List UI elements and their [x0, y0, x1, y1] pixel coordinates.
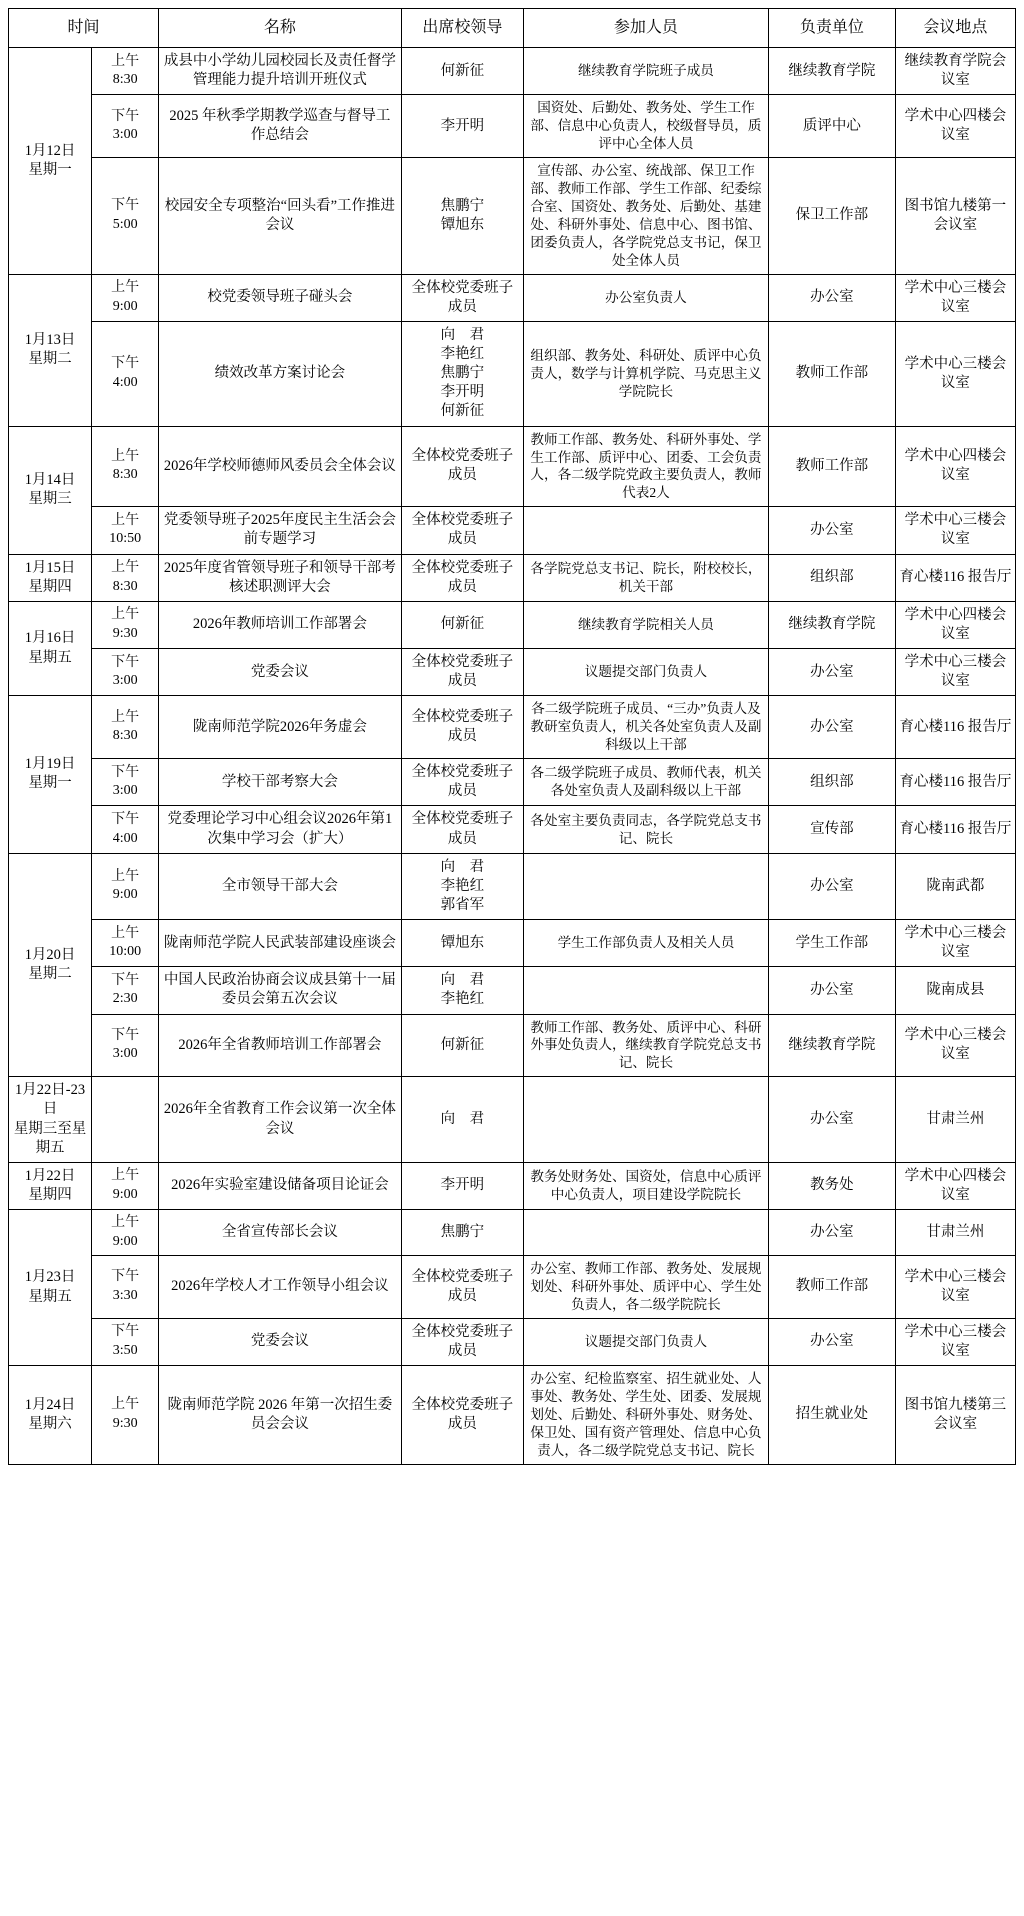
- cell-meeting-name: 2025 年秋季学期教学巡查与督导工作总结会: [159, 95, 402, 158]
- cell-location: 甘肃兰州: [895, 1077, 1015, 1163]
- cell-participants: 继续教育学院相关人员: [524, 601, 769, 648]
- cell-meeting-name: 全市领导干部大会: [159, 853, 402, 919]
- cell-time: 下午 3:00: [92, 759, 159, 806]
- cell-leader: 全体校党委班子成员: [401, 806, 523, 853]
- cell-time: [92, 1077, 159, 1163]
- table-row: [9, 158, 1016, 275]
- cell-leader: 向 君 李艳红 郭省军: [401, 853, 523, 919]
- cell-date: 1月12日 星期一: [9, 48, 92, 275]
- header-place: 会议地点: [895, 9, 1015, 48]
- cell-leader: 全体校党委班子成员: [401, 426, 523, 507]
- cell-time: 上午 9:00: [92, 1162, 159, 1209]
- cell-leader: 全体校党委班子成员: [401, 696, 523, 759]
- cell-meeting-name: 2026年学校人才工作领导小组会议: [159, 1256, 402, 1319]
- cell-participants: 各二级学院班子成员、“三办”负责人及教研室负责人，机关各处室负责人及副科级以上干部: [524, 696, 769, 759]
- cell-time: 上午 9:00: [92, 853, 159, 919]
- cell-location: 图书馆九楼第三会议室: [895, 1366, 1015, 1465]
- table-row: [9, 853, 1016, 919]
- cell-meeting-name: 陇南师范学院人民武装部建设座谈会: [159, 920, 402, 967]
- cell-time: 上午 9:30: [92, 1366, 159, 1465]
- cell-leader: 焦鹏宁: [401, 1210, 523, 1256]
- table-row: [9, 696, 1016, 759]
- cell-responsible-unit: 教师工作部: [768, 321, 895, 426]
- cell-date: 1月22日 星期四: [9, 1162, 92, 1209]
- table-row: [9, 601, 1016, 648]
- cell-participants: 办公室、教师工作部、教务处、发展规划处、科研外事处、质评中心、学生处负责人，各二级学院院长: [524, 1256, 769, 1319]
- cell-time: 下午 4:00: [92, 321, 159, 426]
- table-row: [9, 649, 1016, 696]
- cell-participants: 继续教育学院班子成员: [524, 48, 769, 95]
- table-row: [9, 1077, 1016, 1163]
- cell-leader: 向 君: [401, 1077, 523, 1163]
- cell-participants: 办公室、纪检监察室、招生就业处、人事处、教务处、学生处、团委、发展规划处、后勤处、科研外事处、财务处、保卫处、国有资产管理处、信息中心负责人，各二级学院党总支书记、院长: [524, 1366, 769, 1465]
- cell-participants: 各二级学院班子成员、教师代表，机关各处室负责人及副科级以上干部: [524, 759, 769, 806]
- cell-time: 下午 3:30: [92, 1256, 159, 1319]
- table-row: [9, 1318, 1016, 1365]
- cell-responsible-unit: 办公室: [768, 649, 895, 696]
- cell-leader: 向 君 李艳红 焦鹏宁 李开明 何新征: [401, 321, 523, 426]
- cell-leader: 何新征: [401, 601, 523, 648]
- cell-time: 上午 10:50: [92, 507, 159, 554]
- cell-leader: 全体校党委班子成员: [401, 554, 523, 601]
- cell-leader: 全体校党委班子成员: [401, 507, 523, 554]
- cell-responsible-unit: 办公室: [768, 1318, 895, 1365]
- table-row: [9, 426, 1016, 507]
- cell-date: 1月15日 星期四: [9, 554, 92, 601]
- cell-location: 育心楼116 报告厅: [895, 806, 1015, 853]
- cell-meeting-name: 中国人民政治协商会议成县第十一届委员会第五次会议: [159, 967, 402, 1014]
- cell-time: 下午 3:00: [92, 95, 159, 158]
- cell-location: 学术中心三楼会议室: [895, 649, 1015, 696]
- cell-responsible-unit: 保卫工作部: [768, 158, 895, 275]
- cell-participants: 教务处财务处、国资处，信息中心质评中心负责人，项目建设学院院长: [524, 1162, 769, 1209]
- cell-leader: 全体校党委班子成员: [401, 649, 523, 696]
- table-row: [9, 554, 1016, 601]
- cell-meeting-name: 陇南师范学院2026年务虚会: [159, 696, 402, 759]
- cell-responsible-unit: 继续教育学院: [768, 48, 895, 95]
- cell-date: 1月13日 星期二: [9, 274, 92, 426]
- cell-time: 上午 9:30: [92, 601, 159, 648]
- cell-location: 学术中心三楼会议室: [895, 321, 1015, 426]
- cell-location: 学术中心三楼会议室: [895, 1014, 1015, 1077]
- cell-location: 继续教育学院会议室: [895, 48, 1015, 95]
- cell-date: 1月23日 星期五: [9, 1210, 92, 1366]
- cell-location: 学术中心三楼会议室: [895, 1318, 1015, 1365]
- header-row: [9, 9, 1016, 48]
- table-row: [9, 1366, 1016, 1465]
- cell-meeting-name: 校党委领导班子碰头会: [159, 274, 402, 321]
- cell-participants: 学生工作部负责人及相关人员: [524, 920, 769, 967]
- cell-leader: 全体校党委班子成员: [401, 1256, 523, 1319]
- cell-leader: 何新征: [401, 48, 523, 95]
- cell-participants: 各学院党总支书记、院长，附校校长，机关干部: [524, 554, 769, 601]
- cell-responsible-unit: 学生工作部: [768, 920, 895, 967]
- cell-time: 下午 3:00: [92, 649, 159, 696]
- cell-date: 1月20日 星期二: [9, 853, 92, 1077]
- cell-location: 育心楼116 报告厅: [895, 554, 1015, 601]
- cell-location: 陇南武都: [895, 853, 1015, 919]
- table-header: [9, 9, 1016, 48]
- cell-meeting-name: 全省宣传部长会议: [159, 1210, 402, 1256]
- cell-participants: 办公室负责人: [524, 274, 769, 321]
- cell-time: 下午 4:00: [92, 806, 159, 853]
- cell-leader: 全体校党委班子成员: [401, 1366, 523, 1465]
- cell-meeting-name: 2026年全省教师培训工作部署会: [159, 1014, 402, 1077]
- table-row: [9, 806, 1016, 853]
- cell-responsible-unit: 组织部: [768, 759, 895, 806]
- cell-meeting-name: 党委领导班子2025年度民主生活会会前专题学习: [159, 507, 402, 554]
- cell-participants: [524, 853, 769, 919]
- cell-time: 下午 3:00: [92, 1014, 159, 1077]
- cell-leader: 镡旭东: [401, 920, 523, 967]
- cell-leader: 全体校党委班子成员: [401, 759, 523, 806]
- cell-time: 下午 5:00: [92, 158, 159, 275]
- cell-participants: 组织部、教务处、科研处、质评中心负责人，数学与计算机学院、马克思主义学院院长: [524, 321, 769, 426]
- meeting-schedule-table: [8, 8, 1016, 1465]
- cell-participants: [524, 507, 769, 554]
- cell-location: 育心楼116 报告厅: [895, 696, 1015, 759]
- cell-responsible-unit: 组织部: [768, 554, 895, 601]
- cell-location: 陇南成县: [895, 967, 1015, 1014]
- cell-time: 上午 9:00: [92, 1210, 159, 1256]
- table-row: [9, 95, 1016, 158]
- cell-leader: 焦鹏宁 镡旭东: [401, 158, 523, 275]
- cell-responsible-unit: 宣传部: [768, 806, 895, 853]
- cell-participants: 议题提交部门负责人: [524, 649, 769, 696]
- cell-meeting-name: 2026年全省教育工作会议第一次全体会议: [159, 1077, 402, 1163]
- cell-time: 上午 10:00: [92, 920, 159, 967]
- header-leader: 出席校领导: [401, 9, 523, 48]
- cell-responsible-unit: 办公室: [768, 507, 895, 554]
- cell-time: 上午 8:30: [92, 426, 159, 507]
- cell-meeting-name: 2025年度省管领导班子和领导干部考核述职测评大会: [159, 554, 402, 601]
- header-name: 名称: [159, 9, 402, 48]
- cell-meeting-name: 党委会议: [159, 649, 402, 696]
- cell-participants: 教师工作部、教务处、质评中心、科研外事处负责人，继续教育学院党总支书记、院长: [524, 1014, 769, 1077]
- cell-responsible-unit: 继续教育学院: [768, 601, 895, 648]
- cell-responsible-unit: 教务处: [768, 1162, 895, 1209]
- cell-leader: 何新征: [401, 1014, 523, 1077]
- cell-leader: 向 君 李艳红: [401, 967, 523, 1014]
- table-row: [9, 920, 1016, 967]
- table-row: [9, 1210, 1016, 1256]
- cell-leader: 李开明: [401, 1162, 523, 1209]
- cell-leader: 全体校党委班子成员: [401, 1318, 523, 1365]
- cell-location: 学术中心三楼会议室: [895, 1256, 1015, 1319]
- cell-location: 学术中心四楼会议室: [895, 601, 1015, 648]
- table-row: [9, 321, 1016, 426]
- cell-meeting-name: 2026年学校师德师风委员会全体会议: [159, 426, 402, 507]
- cell-responsible-unit: 质评中心: [768, 95, 895, 158]
- table-row: [9, 274, 1016, 321]
- cell-participants: [524, 1077, 769, 1163]
- table-row: [9, 1256, 1016, 1319]
- cell-time: 上午 8:30: [92, 554, 159, 601]
- cell-meeting-name: 党委理论学习中心组会议2026年第1次集中学习会（扩大）: [159, 806, 402, 853]
- cell-meeting-name: 陇南师范学院 2026 年第一次招生委员会会议: [159, 1366, 402, 1465]
- table-body: [9, 48, 1016, 1465]
- cell-responsible-unit: 办公室: [768, 274, 895, 321]
- cell-time: 上午 8:30: [92, 696, 159, 759]
- cell-leader: 李开明: [401, 95, 523, 158]
- table-row: [9, 1162, 1016, 1209]
- cell-meeting-name: 绩效改革方案讨论会: [159, 321, 402, 426]
- cell-time: 上午 8:30: [92, 48, 159, 95]
- table-row: [9, 507, 1016, 554]
- cell-responsible-unit: 招生就业处: [768, 1366, 895, 1465]
- table-row: [9, 1014, 1016, 1077]
- table-row: [9, 967, 1016, 1014]
- cell-meeting-name: 学校干部考察大会: [159, 759, 402, 806]
- cell-location: 学术中心四楼会议室: [895, 1162, 1015, 1209]
- cell-responsible-unit: 继续教育学院: [768, 1014, 895, 1077]
- cell-participants: 教师工作部、教务处、科研外事处、学生工作部、质评中心、团委、工会负责人，各二级学院党政主要负责人，教师代表2人: [524, 426, 769, 507]
- cell-responsible-unit: 办公室: [768, 1210, 895, 1256]
- cell-location: 学术中心四楼会议室: [895, 426, 1015, 507]
- cell-meeting-name: 校园安全专项整治“回头看”工作推进会议: [159, 158, 402, 275]
- cell-responsible-unit: 教师工作部: [768, 426, 895, 507]
- header-people: 参加人员: [524, 9, 769, 48]
- cell-time: 下午 2:30: [92, 967, 159, 1014]
- cell-time: 上午 9:00: [92, 274, 159, 321]
- cell-participants: [524, 1210, 769, 1256]
- cell-date: 1月22日-23日 星期三至星期五: [9, 1077, 92, 1163]
- cell-date: 1月24日 星期六: [9, 1366, 92, 1465]
- table-row: [9, 759, 1016, 806]
- cell-date: 1月14日 星期三: [9, 426, 92, 554]
- cell-location: 图书馆九楼第一会议室: [895, 158, 1015, 275]
- cell-responsible-unit: 办公室: [768, 967, 895, 1014]
- cell-leader: 全体校党委班子成员: [401, 274, 523, 321]
- header-time: 时间: [9, 9, 159, 48]
- cell-location: 学术中心四楼会议室: [895, 95, 1015, 158]
- cell-location: 甘肃兰州: [895, 1210, 1015, 1256]
- cell-meeting-name: 2026年实验室建设储备项目论证会: [159, 1162, 402, 1209]
- header-unit: 负责单位: [768, 9, 895, 48]
- table-row: [9, 48, 1016, 95]
- cell-location: 学术中心三楼会议室: [895, 274, 1015, 321]
- cell-location: 学术中心三楼会议室: [895, 920, 1015, 967]
- cell-location: 学术中心三楼会议室: [895, 507, 1015, 554]
- cell-responsible-unit: 办公室: [768, 696, 895, 759]
- cell-date: 1月19日 星期一: [9, 696, 92, 853]
- cell-participants: 各处室主要负责同志，各学院党总支书记、院长: [524, 806, 769, 853]
- cell-time: 下午 3:50: [92, 1318, 159, 1365]
- cell-responsible-unit: 办公室: [768, 853, 895, 919]
- cell-meeting-name: 成县中小学幼儿园校园长及责任督学管理能力提升培训开班仪式: [159, 48, 402, 95]
- cell-responsible-unit: 教师工作部: [768, 1256, 895, 1319]
- cell-meeting-name: 2026年教师培训工作部署会: [159, 601, 402, 648]
- cell-participants: 议题提交部门负责人: [524, 1318, 769, 1365]
- cell-location: 育心楼116 报告厅: [895, 759, 1015, 806]
- cell-date: 1月16日 星期五: [9, 601, 92, 696]
- cell-participants: 宣传部、办公室、统战部、保卫工作部、教师工作部、学生工作部、纪委综合室、国资处、教务处、后勤处、基建处、科研外事处、信息中心、图书馆、团委负责人，各学院党总支书记，保卫处全体人员: [524, 158, 769, 275]
- cell-meeting-name: 党委会议: [159, 1318, 402, 1365]
- cell-participants: [524, 967, 769, 1014]
- cell-responsible-unit: 办公室: [768, 1077, 895, 1163]
- cell-participants: 国资处、后勤处、教务处、学生工作部、信息中心负责人，校级督导员，质评中心全体人员: [524, 95, 769, 158]
